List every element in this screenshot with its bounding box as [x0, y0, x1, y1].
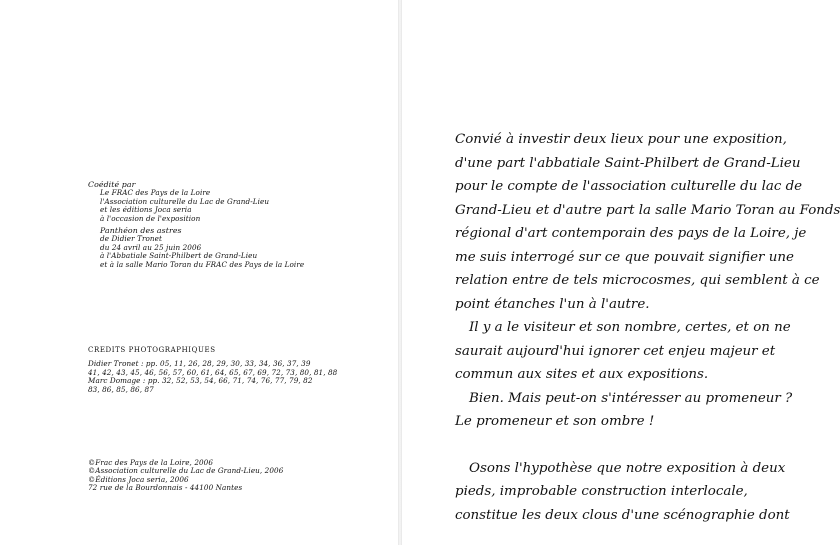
text-line: Il y a le visiteur et son nombre, certes, et on ne	[469, 320, 791, 335]
coedition-block	[88, 181, 388, 269]
credit-line: 41, 42, 43, 45, 46, 56, 57, 60, 61, 64, 65, 67, 69, 72, 73, 80, 81, 88	[88, 367, 338, 377]
text-line: Bien. Mais peut-on s'intéresser au promeneur ?	[469, 390, 793, 406]
exhibition-venue: et à la salle Mario Toran du FRAC des Pays de la Loire	[100, 259, 305, 269]
exhibition-author: de Didier Tronet	[100, 234, 163, 244]
text-line: Grand-Lieu et d'autre part la salle Mario Toran au Fonds	[455, 202, 840, 218]
text-line: me suis interrogé sur ce que pouvait signifier une	[455, 249, 794, 265]
copyright-line: ©Éditions Joca seria, 2006	[88, 474, 189, 484]
text-line: Le promeneur et son ombre !	[455, 414, 655, 429]
text-line: saurait aujourd'hui ignorer cet enjeu majeur et	[455, 343, 776, 359]
exhibition-title: Panthéon des astres	[100, 226, 182, 236]
copyright-line: ©Frac des Pays de la Loire, 2006	[88, 458, 214, 467]
coedition-line: et les éditions Joca seria	[100, 205, 192, 215]
coedition-line: Le FRAC des Pays de la Loire	[100, 188, 211, 198]
text-line: Osons l'hypothèse que notre exposition à deux	[469, 460, 786, 476]
text-line: pieds, improbable construction interlocale,	[455, 484, 748, 499]
text-line: relation entre de tels microcosmes, qui semblent à ce	[455, 273, 820, 288]
left-page	[0, 0, 398, 545]
credit-line: Didier Tronet : pp. 05, 11, 26, 28, 29, 30, 33, 34, 36, 37, 39	[88, 359, 311, 369]
text-line: Convié à investir deux lieux pour une exposition,	[455, 132, 787, 147]
credits-heading: CREDITS PHOTOGRAPHIQUES	[88, 346, 216, 354]
credit-line: 83, 86, 85, 86, 87	[88, 384, 154, 394]
text-line: commun aux sites et aux expositions.	[455, 367, 709, 382]
text-line: pour le compte de l'association culturelle du lac de	[455, 179, 803, 194]
copyright-line: 72 rue de la Bourdonnais - 44100 Nantes	[88, 483, 243, 493]
coedition-heading: Coédité par	[88, 180, 136, 189]
text-line: d'une part l'abbatiale Saint-Philbert de Grand-Lieu	[455, 155, 801, 171]
photo-credits-block	[88, 346, 388, 394]
coedition-line: l'Association culturelle du Lac de Grand-Lieu	[100, 196, 270, 206]
credit-line: Marc Domage : pp. 32, 52, 53, 54, 66, 71, 74, 76, 77, 79, 82	[88, 376, 313, 386]
handwritten-text	[455, 128, 840, 527]
exhibition-venue: à l'Abbatiale Saint-Philbert de Grand-Lieu	[100, 251, 258, 261]
text-line: régional d'art contemporain des pays de la Loire, je	[455, 226, 807, 241]
exhibition-dates: du 24 avril au 25 juin 2006	[100, 242, 202, 252]
copyright-line: ©Association culturelle du Lac de Grand-Lieu, 2006	[88, 466, 284, 476]
text-line: constitue les deux clous d'une scénographie dont	[455, 507, 790, 523]
copyright-block	[88, 459, 388, 493]
text-line: point étanches l'un à l'autre.	[455, 296, 650, 312]
coedition-line: à l'occasion de l'exposition	[100, 213, 201, 223]
right-page	[402, 0, 840, 545]
